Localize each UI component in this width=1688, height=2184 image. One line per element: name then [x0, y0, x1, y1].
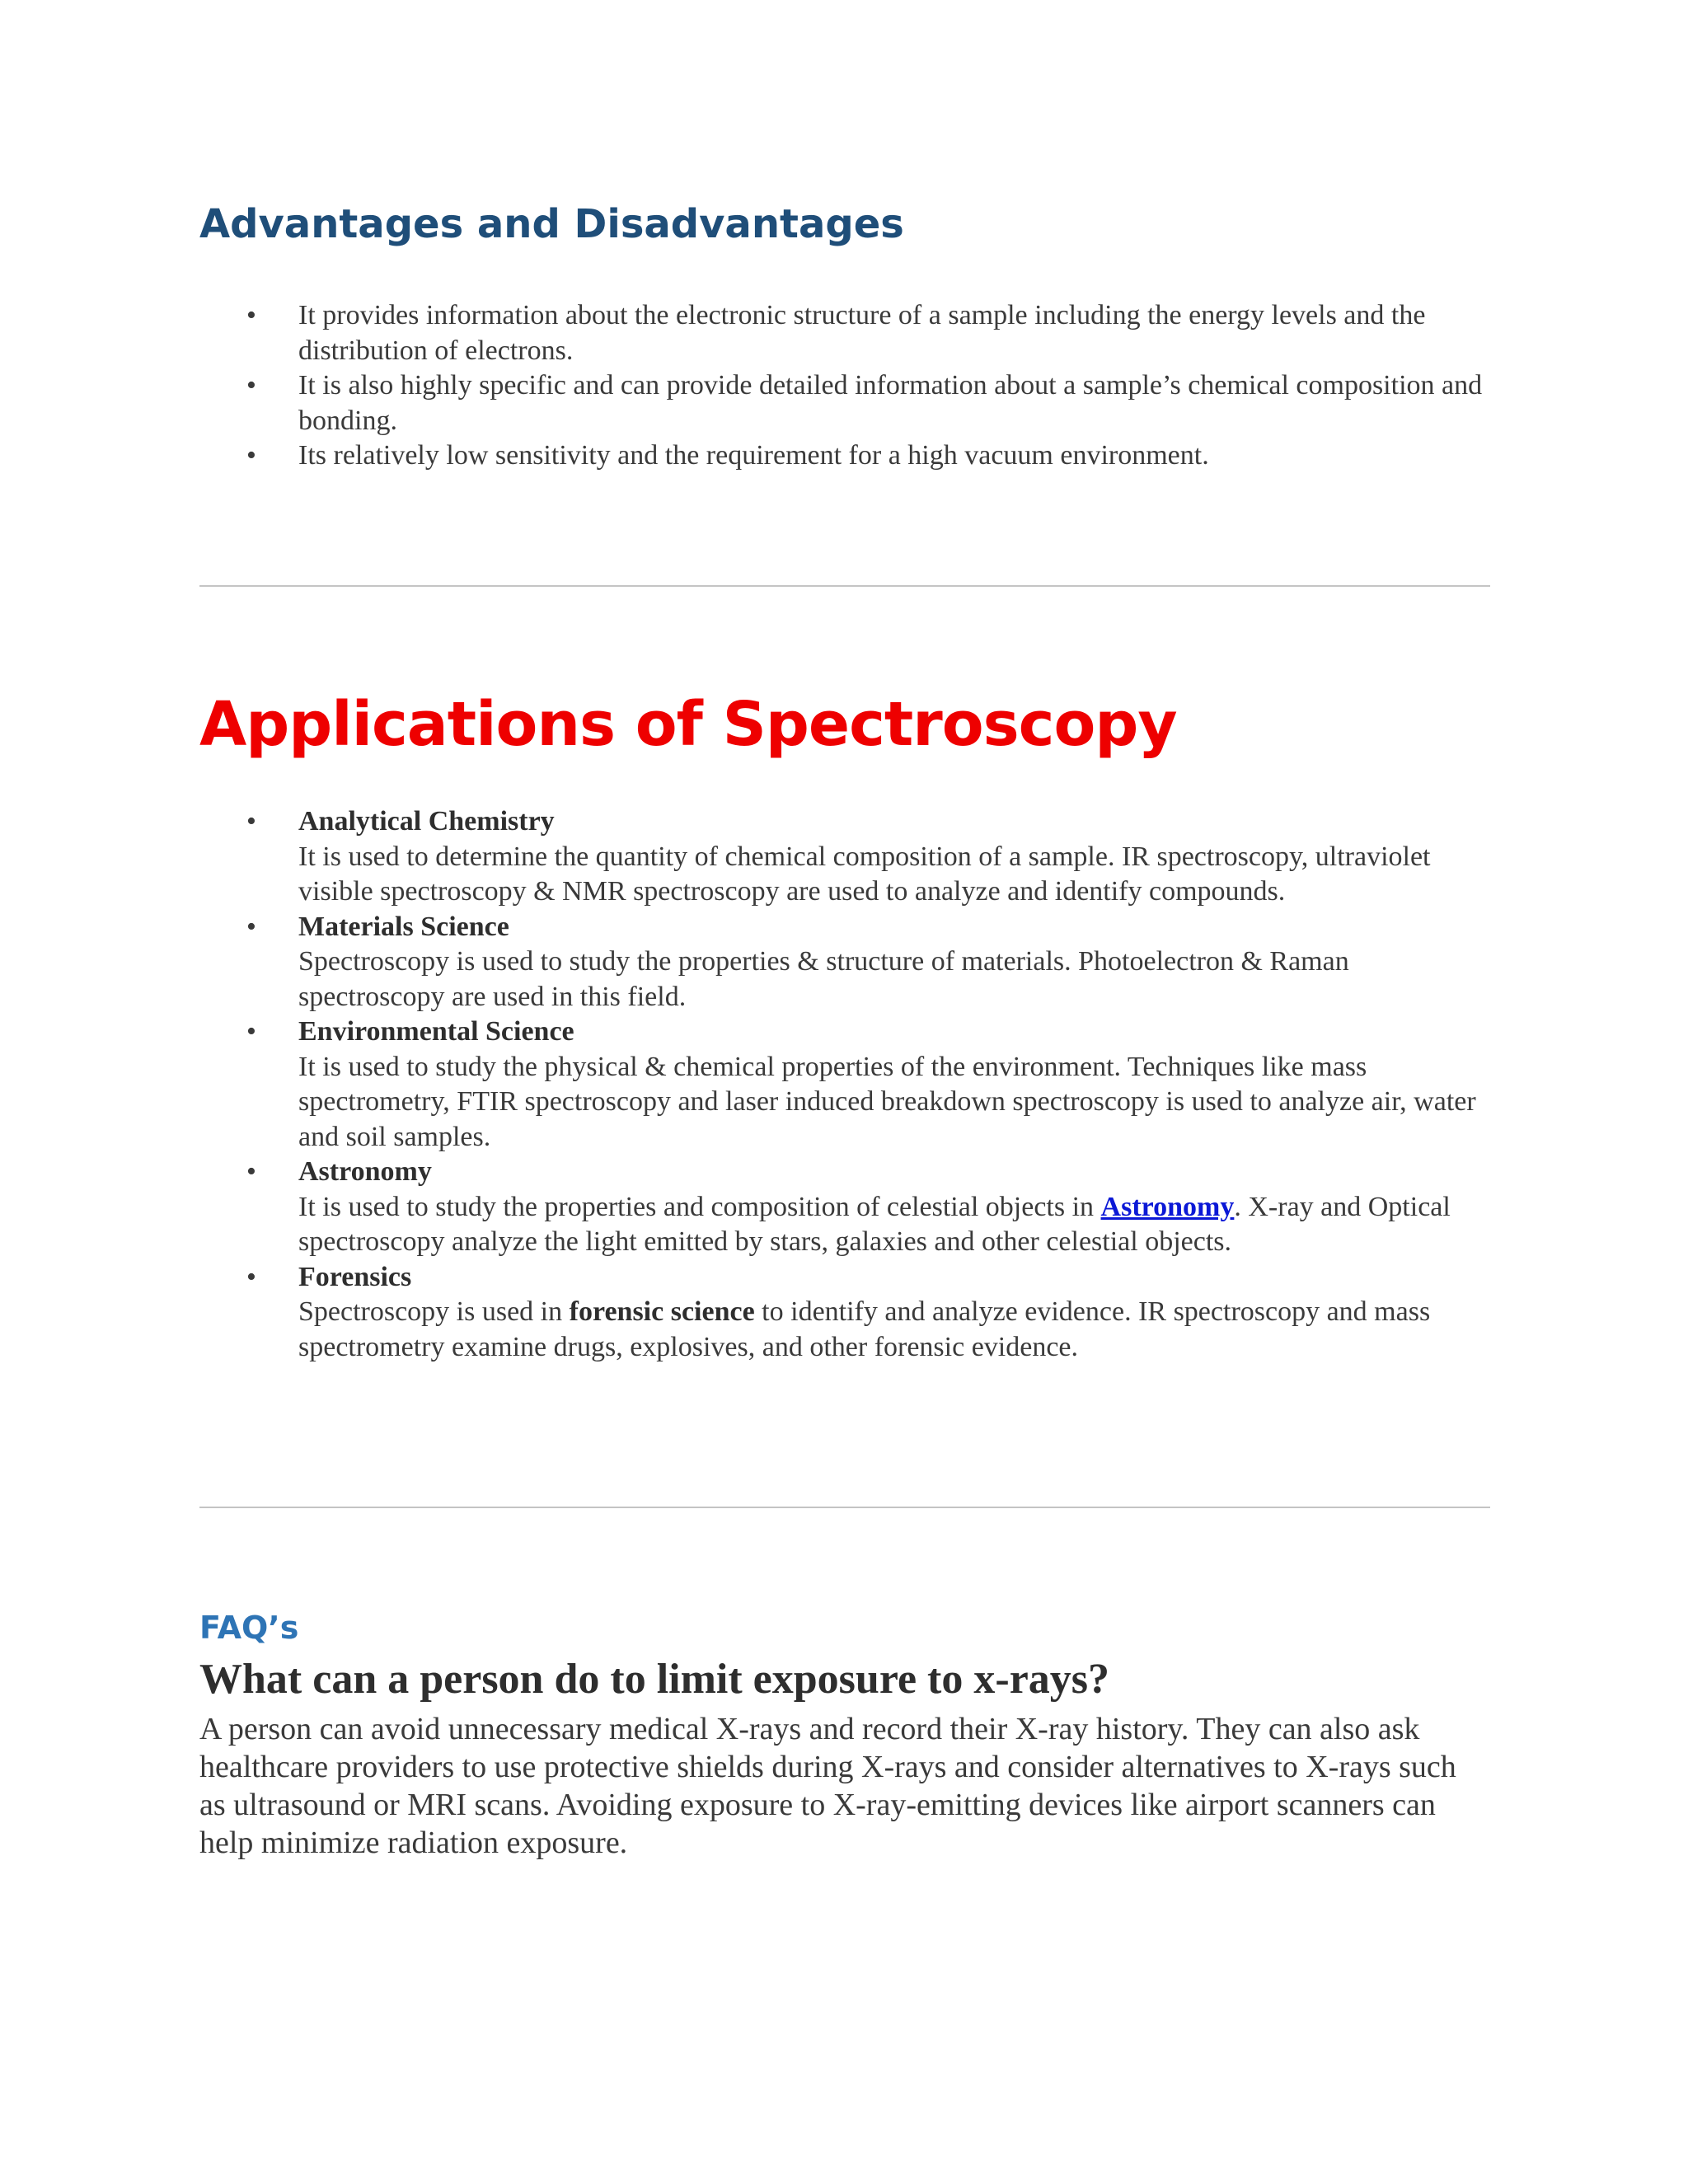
- faq-heading: FAQ’s: [199, 1610, 299, 1646]
- application-description: It is used to study the physical & chemical properties of the environment. Techniques like mass spectrometry, FTIR spectroscopy and laser induced breakdown spectroscopy is used to analyze air, water and soil samples.: [298, 1051, 1476, 1152]
- bullet-icon: •: [246, 370, 256, 401]
- bullet-icon: •: [246, 1016, 256, 1047]
- bullet-icon: •: [246, 911, 256, 942]
- bullet-icon: •: [246, 1156, 256, 1187]
- advantages-heading: Advantages and Disadvantages: [199, 201, 904, 247]
- section-divider: [199, 585, 1490, 587]
- application-title: Astronomy: [298, 1156, 432, 1187]
- list-item-text: It provides information about the electronic structure of a sample including the energy levels and the distribution of electrons.: [298, 300, 1426, 366]
- advantages-list: [199, 298, 1490, 474]
- application-description-start: Spectroscopy is used in: [298, 1296, 570, 1327]
- application-description-end: . X-ray and Optical spectroscopy analyze the light emitted by stars, galaxies and other celestial objects.: [298, 1191, 1451, 1257]
- application-title: Environmental Science: [298, 1016, 574, 1047]
- section-divider: [199, 1507, 1490, 1508]
- list-item: [199, 1260, 1490, 1366]
- application-description: It is used to determine the quantity of chemical composition of a sample. IR spectroscopy, ultraviolet visible spectroscopy & NMR spectroscopy are used to analyze and identify compounds.: [298, 841, 1431, 907]
- application-title: Analytical Chemistry: [298, 806, 555, 837]
- list-item: [199, 298, 1490, 368]
- bullet-icon: •: [246, 806, 256, 837]
- list-item: [199, 910, 1490, 1015]
- list-item: [199, 1155, 1490, 1260]
- application-description-start: It is used to study the properties and composition of celestial objects in: [298, 1191, 1101, 1222]
- bullet-icon: •: [246, 1261, 256, 1292]
- list-item-text: Its relatively low sensitivity and the requirement for a high vacuum environment.: [298, 440, 1209, 471]
- bullet-icon: •: [246, 300, 256, 330]
- list-item: [199, 1015, 1490, 1155]
- list-item: [199, 368, 1490, 438]
- faq-question: What can a person do to limit exposure to x-rays?: [199, 1656, 1110, 1703]
- forensic-science-emphasis: forensic science: [569, 1296, 755, 1327]
- application-title: Materials Science: [298, 911, 509, 942]
- list-item-text: It is also highly specific and can provide detailed information about a sample’s chemical composition and bonding.: [298, 370, 1483, 436]
- application-description-end: to identify and analyze evidence. IR spectroscopy and mass spectrometry examine drugs, explosives, and other forensic evidence.: [298, 1296, 1431, 1362]
- faq-answer: A person can avoid unnecessary medical X-rays and record their X-ray history. They can also ask healthcare providers to use protective shields during X-rays and consider alternatives to X-rays such as ultrasound or MRI scans. Avoiding exposure to X-ray-emitting devices like airport scanners can help minimize radiation exposure.: [199, 1712, 1456, 1860]
- application-description: Spectroscopy is used to study the properties & structure of materials. Photoelectron & Raman spectroscopy are used in this field.: [298, 946, 1349, 1012]
- list-item: [199, 438, 1490, 474]
- applications-list: [199, 804, 1490, 1365]
- astronomy-link[interactable]: Astronomy: [1100, 1191, 1235, 1222]
- applications-heading: Applications of Spectroscopy: [199, 689, 1177, 760]
- application-title: Forensics: [298, 1261, 412, 1292]
- bullet-icon: •: [246, 440, 256, 471]
- list-item: [199, 804, 1490, 910]
